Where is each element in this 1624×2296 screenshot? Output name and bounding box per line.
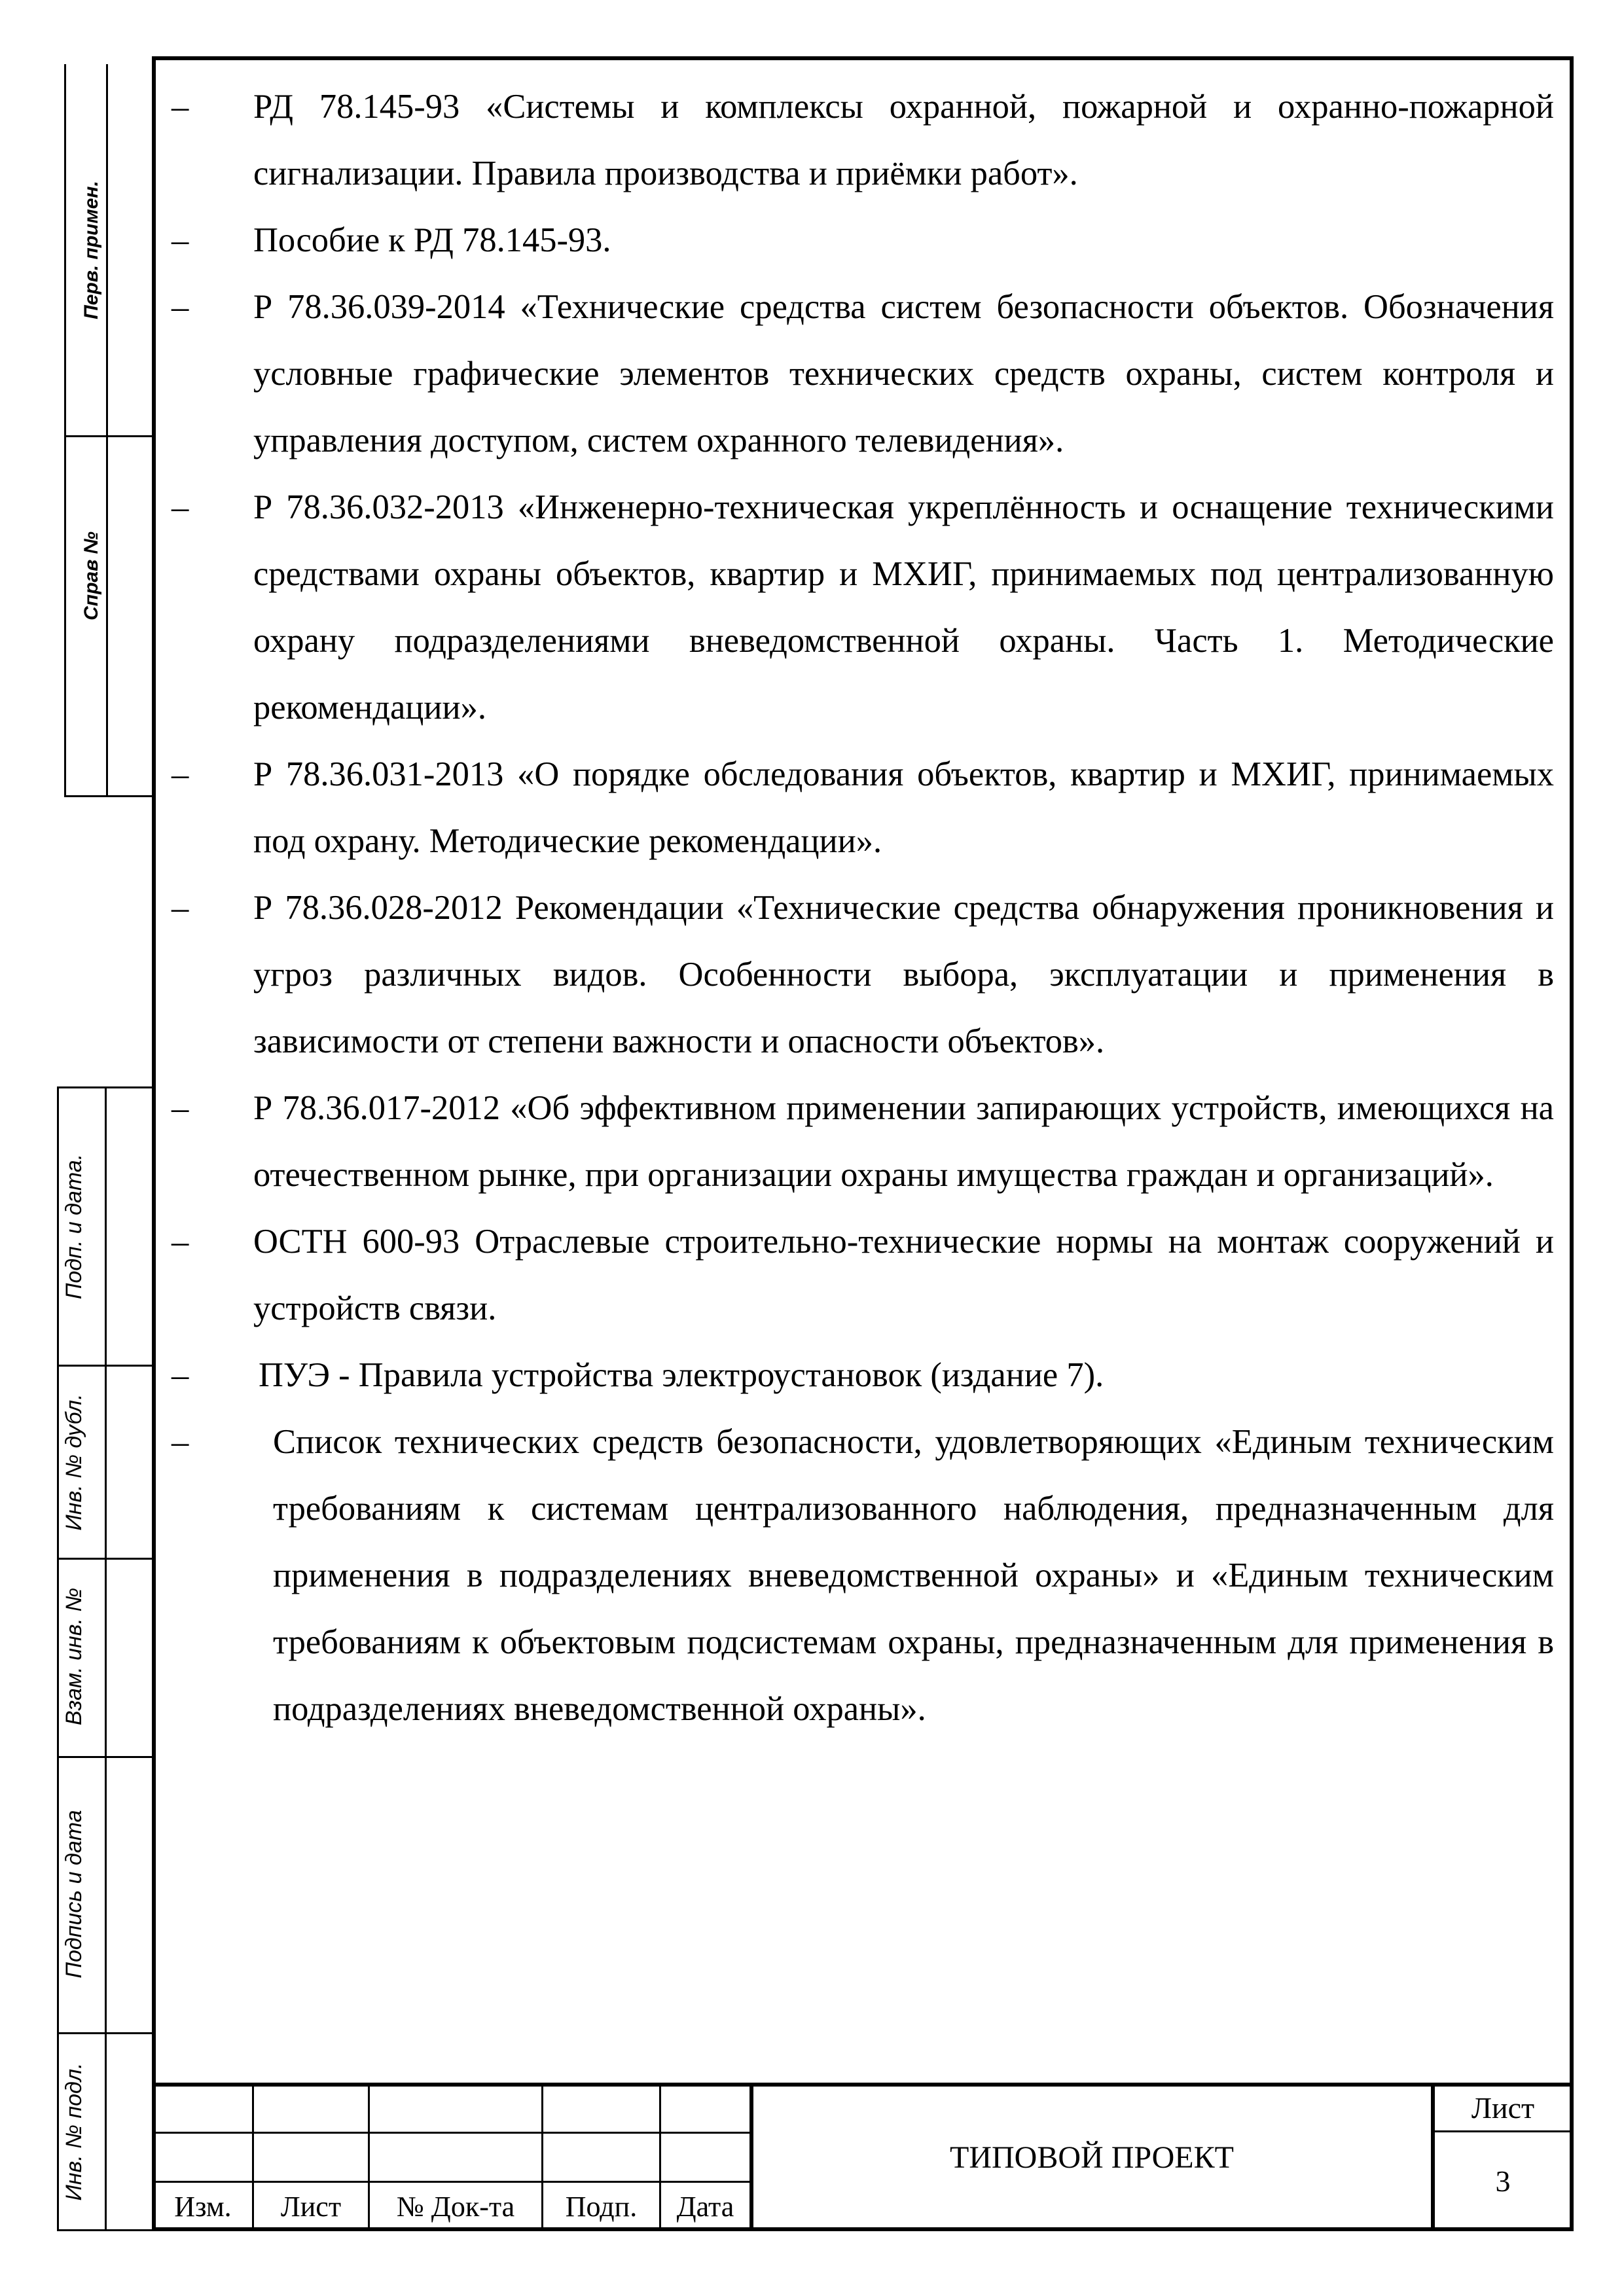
sheet-number: 3 [1495,2164,1511,2198]
list-item [152,874,1574,1075]
list-bullet: – [171,889,189,927]
list-item-text: Пособие к РД 78.145-93. [253,221,611,259]
list-item [152,274,1574,474]
document-body [152,73,1574,1742]
list-item [152,73,1574,207]
margin-label-vzam-inv-no: Взам. инв. № [62,1587,86,1726]
list-bullet: – [171,88,189,126]
list-item [152,1408,1574,1742]
sheet-label: Лист [1471,2090,1535,2125]
list-item [152,741,1574,874]
title-block-col-list: Лист [280,2190,342,2223]
title-block-divider [152,2132,751,2134]
margin-label-sprav-no: Справ № [81,531,102,620]
list-item [152,1208,1574,1342]
list-item [152,474,1574,741]
list-item-text: Р 78.36.017-2012 «Об эффективном применении запирающих устройств, имеющихся на отечественном рынке, при организации охраны имущества граждан и организаций». [253,1089,1554,1194]
margin-label-podp-i-data: Подп. и дата. [62,1153,86,1300]
margin-label-perv-primen: Перв. примен. [81,181,102,319]
list-item-text: ОСТН 600-93 Отраслевые строительно-технические нормы на монтаж сооружений и устройств связи. [253,1223,1554,1327]
list-item-text: Р 78.36.039-2014 «Технические средства систем безопасности объектов. Обозначения условные графические элементов технических средств охраны, систем контроля и управления доступом, систем охранного телевидения». [253,288,1554,459]
margin-divider [105,1086,107,2231]
margin-divider [64,435,153,437]
list-bullet: – [171,288,189,326]
list-item [152,1075,1574,1208]
margin-divider [106,64,108,797]
list-bullet: – [171,488,189,526]
list-item-text: Список технических средств безопасности, удовлетворяющих «Единым техническим требованиям к системам централизованного наблюдения, предназначенным для применения в подразделениях вневедомственной охраны» и «Единым техническим требованиям к объектовым подсистемам охраны, предназначенным для применения в подразделениях вневедомственной охраны». [273,1423,1554,1728]
title-block-col-izm: Изм. [174,2190,232,2223]
list-item-text: Р 78.36.032-2013 «Инженерно-техническая укреплённость и оснащение техническими средствами охраны объектов, квартир и МХИГ, принимаемых под централизованную охрану подразделениями вневедомственной охраны. Часть 1. Методические рекомендации». [253,488,1554,726]
list-bullet: – [171,1356,189,1394]
title-block-col-data: Дата [676,2190,734,2223]
margin-strip-top [64,64,153,797]
list-bullet: – [171,755,189,793]
project-title: ТИПОВОЙ ПРОЕКТ [950,2140,1234,2175]
list-bullet: – [171,221,189,259]
list-item-text: Р 78.36.028-2012 Рекомендации «Технические средства обнаружения проникновения и угроз различных видов. Особенности выбора, эксплуатации и применения в зависимости от степени важности и опасности объектов». [253,889,1554,1060]
margin-label-podpis-i-data: Подпись и дата [62,1810,86,1979]
margin-label-inv-no-podl: Инв. № подл. [62,2062,86,2201]
list-item [152,1342,1574,1408]
list-item-text: ПУЭ - Правила устройства электроустановок (издание 7). [259,1356,1104,1394]
title-block-col-podp: Подп. [565,2190,638,2223]
list-item-text: Р 78.36.031-2013 «О порядке обследования объектов, квартир и МХИГ, принимаемых под охрану. Методические рекомендации». [253,755,1554,860]
list-bullet: – [171,1089,189,1127]
list-item-text: РД 78.145-93 «Системы и комплексы охранной, пожарной и охранно-пожарной сигнализации. Правила производства и приёмки работ». [253,88,1554,192]
margin-label-inv-no-dubl: Инв. № дубл. [62,1393,86,1531]
title-block-col-dok: № Док-та [396,2190,515,2223]
list-bullet: – [171,1423,189,1461]
list-bullet: – [171,1223,189,1261]
list-item [152,207,1574,274]
